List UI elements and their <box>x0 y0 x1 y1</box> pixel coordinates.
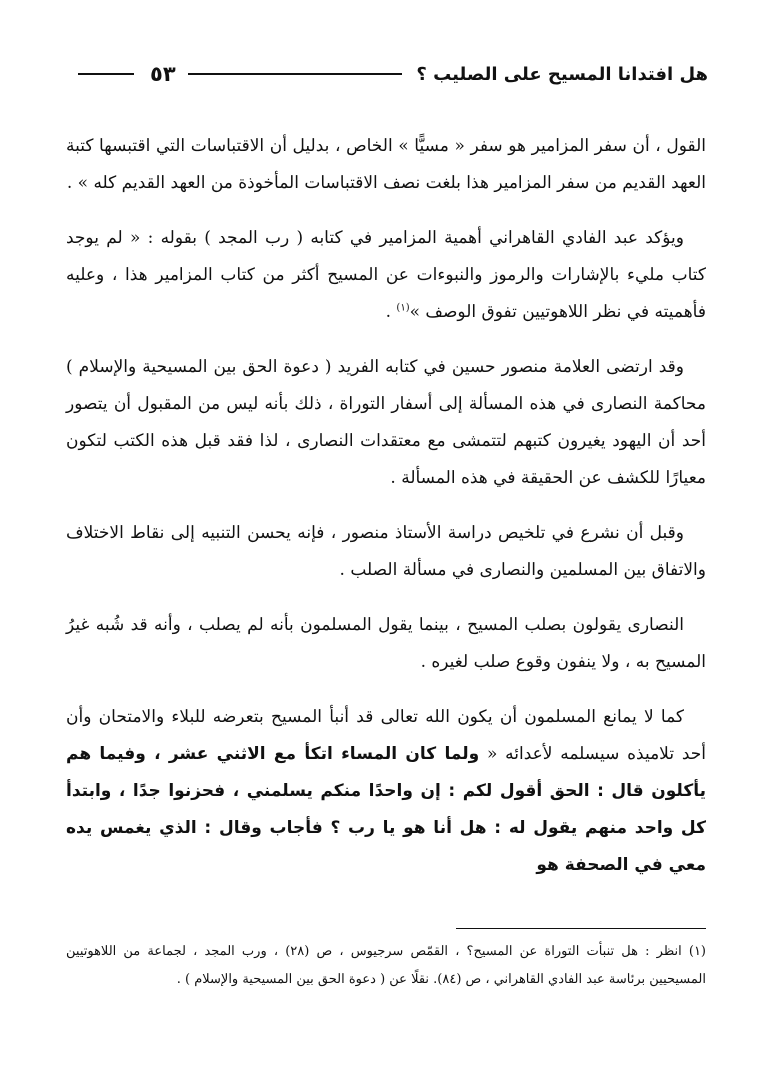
running-header-title: هل افتدانا المسيح على الصليب ؟ <box>416 63 708 85</box>
body-text <box>66 128 706 902</box>
footnotes <box>66 938 706 994</box>
paragraph-3: وقد ارتضى العلامة منصور حسين في كتابه الفريد ( دعوة الحق بين المسيحية والإسلام ) محاكمة النصارى في هذه المسألة إلى أسفار التوراة ، ذلك بأنه ليس من المقبول أن يتصور أحد أن اليهود يغيرون كتبهم لتتمشى مع معتقدات النصارى ، لذا فقد قبل هذه الكتب لتكون معيارًا للكشف عن الحقيقة في هذه المسألة . <box>66 357 706 488</box>
paragraph-1: القول ، أن سفر المزامير هو سفر « مسيًّا » الخاص ، بدليل أن الاقتباسات التي اقتبسها كتبة العهد القديم من سفر المزامير هذا بلغت نصف الاقتباسات المأخوذة من العهد القديم كله » . <box>66 136 706 193</box>
running-header <box>78 56 708 92</box>
footnote-reference-1[interactable]: (١) <box>396 302 410 314</box>
header-rule-long <box>188 73 403 75</box>
header-rule-short <box>78 73 134 75</box>
paragraph-2-text: ويؤكد عبد الفادي القاهراني أهمية المزامير في كتابه ( رب المجد ) بقوله : « لم يوجد كتاب مليء بالإشارات والرموز والنبوءات عن المسيح أكثر من كتاب المزامير هذا ، وعليه فأهميته في نظر اللاهوتيين تفوق الوصف » <box>66 228 706 322</box>
paragraph-2 <box>66 220 706 331</box>
paragraph-6-quote: ولما كان المساء اتكأ مع الاثني عشر ، وفيما هم يأكلون قال : الحق أقول لكم : إن واحدًا منكم يسلمني ، فحزنوا جدًا ، وابتدأ كل واحد منهم يقول له : هل أنا هو يا رب ؟ فأجاب وقال : الذي يغمس يده معي في الصحفة هو <box>66 744 706 875</box>
paragraph-5: النصارى يقولون بصلب المسيح ، بينما يقول المسلمون بأنه لم يصلب ، وأنه قد شُبه غيرُ المسيح به ، ولا ينفون وقوع صلب لغيره . <box>66 615 706 672</box>
paragraph-2-end: . <box>385 302 397 322</box>
paragraph-6 <box>66 699 706 884</box>
footnote-1: (١) انظر : هل تنبأت التوراة عن المسيح؟ ، القمّص سرجيوس ، ص (٢٨) ، ورب المجد ، لجماعة من اللاهوتيين المسيحيين برئاسة عبد الفادي القاهراني ، ص (٨٤). نقلًا عن ( دعوة الحق بين المسيحية والإسلام ) . <box>66 944 706 987</box>
page-number: ٥٣ <box>150 62 176 86</box>
paragraph-6-text: كما لا يمانع المسلمون أن يكون الله تعالى قد أنبأ المسيح بتعرضه للبلاء والامتحان وأن أحد تلاميذه سيسلمه لأعدائه « <box>66 707 706 764</box>
paragraph-4: وقبل أن نشرع في تلخيص دراسة الأستاذ منصور ، فإنه يحسن التنبيه إلى نقاط الاختلاف والاتفاق بين المسلمين والنصارى في مسألة الصلب . <box>66 523 706 580</box>
footnote-separator <box>456 928 706 929</box>
